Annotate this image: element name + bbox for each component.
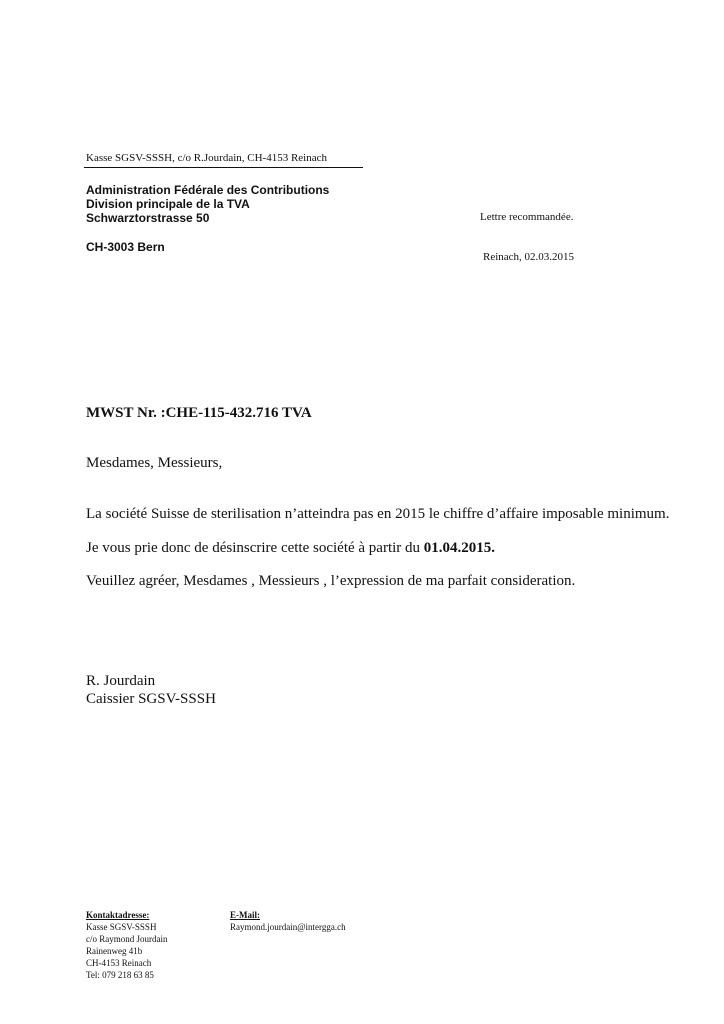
place-date: Reinach, 02.03.2015 — [483, 251, 575, 263]
recipient-line-2: Division principale de la TVA — [86, 197, 250, 211]
footer-email-address: Raymond.jourdain@intergga.ch — [230, 922, 346, 932]
footer-contact-line: Tel: 079 218 63 85 — [86, 970, 154, 980]
recipient-address — [86, 183, 329, 225]
vat-number: MWST Nr. :CHE-115-432.716 TVA — [86, 405, 312, 421]
body-paragraph-3: Veuillez agréer, Mesdames , Messieurs , l’expression de ma parfait consideration. — [86, 573, 576, 589]
footer-contact-line: CH-4153 Reinach — [86, 958, 152, 968]
recipient-line-1: Administration Fédérale des Contributions — [86, 183, 330, 197]
footer-contact-heading: Kontaktadresse: — [86, 910, 150, 920]
recipient-city: CH-3003 Bern — [86, 240, 165, 254]
body-paragraph-1: La société Suisse de sterilisation n’atteindra pas en 2015 le chiffre d’affaire imposable minimum. — [86, 506, 670, 522]
body-paragraph-2 — [86, 540, 495, 557]
footer-contact — [86, 909, 168, 981]
deregistration-date: 01.04.2015. — [423, 540, 496, 556]
footer-email-block — [230, 909, 346, 933]
recipient-line-3: Schwarztorstrasse 50 — [86, 211, 210, 225]
signature-name: R. Jourdain — [86, 673, 156, 689]
signature-title: Caissier SGSV-SSSH — [86, 691, 216, 707]
salutation: Mesdames, Messieurs, — [86, 455, 223, 471]
footer-email-heading: E-Mail: — [230, 910, 260, 920]
footer-contact-line: Kasse SGSV-SSSH — [86, 922, 157, 932]
registered-mail-note: Lettre recommandée. — [480, 211, 574, 223]
return-address: Kasse SGSV-SSSH, c/o R.Jourdain, CH-4153 Reinach — [86, 152, 327, 164]
footer-contact-line: Rainenweg 41b — [86, 946, 143, 956]
body-paragraph-2-text: Je vous prie donc de désinscrire cette société à partir du — [86, 540, 424, 556]
footer-contact-line: c/o Raymond Jourdain — [86, 934, 168, 944]
return-address-rule — [84, 167, 363, 168]
